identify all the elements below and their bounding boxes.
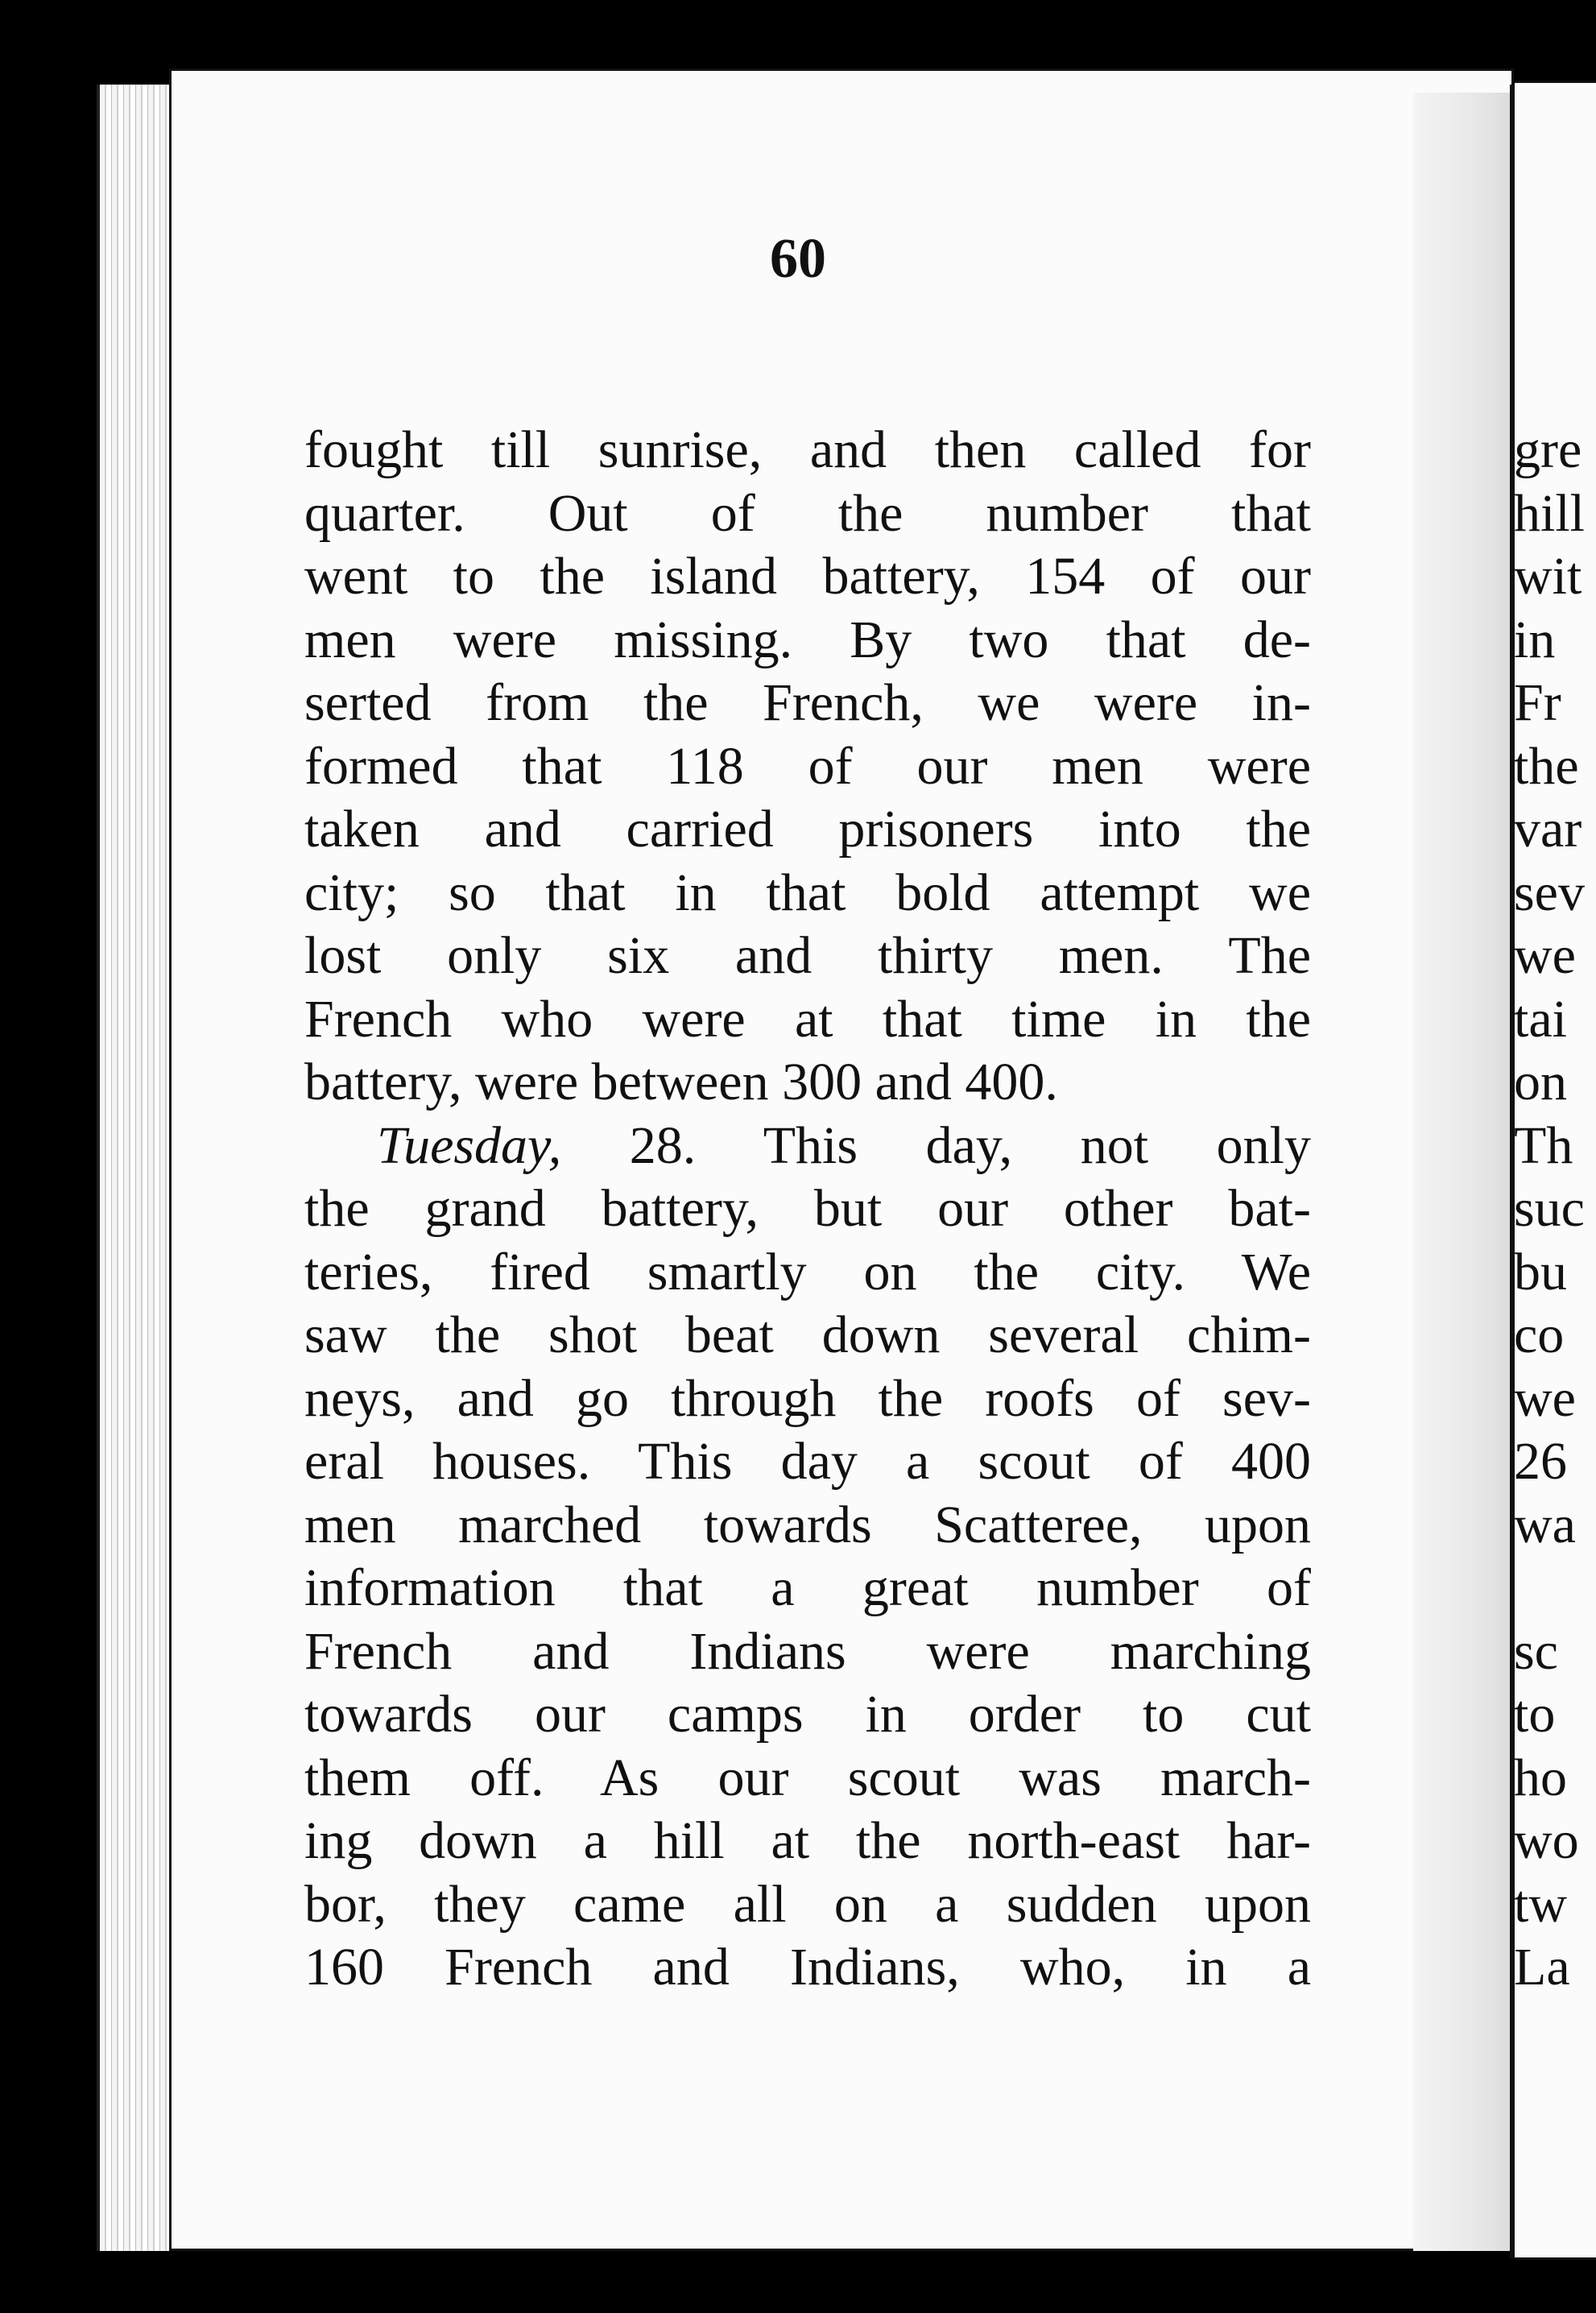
page-number: 60 <box>770 228 826 290</box>
page-text <box>304 419 1311 2000</box>
text-line: formed that 118 of our men were <box>304 736 1311 796</box>
facing-fragment: Th <box>1514 1115 1573 1175</box>
facing-fragment: La <box>1514 1938 1570 1996</box>
facing-fragment: tai <box>1514 989 1567 1049</box>
text-line: the grand battery, but our other bat- <box>304 1179 1311 1238</box>
facing-fragment: bu <box>1514 1242 1567 1301</box>
facing-fragment: in <box>1514 610 1556 669</box>
facing-fragment: var <box>1514 800 1582 859</box>
facing-fragment: suc <box>1514 1179 1585 1238</box>
facing-fragment: hill <box>1514 483 1586 543</box>
text-line: went to the island battery, 154 of our <box>304 547 1311 606</box>
facing-fragment: wit <box>1514 547 1582 606</box>
text-line: them off. As our scout was march- <box>304 1748 1311 1807</box>
text-line: lost only six and thirty men. The <box>304 926 1311 985</box>
facing-fragment: sev <box>1514 863 1585 922</box>
text-line: neys, and go through the roofs of sev- <box>304 1368 1311 1428</box>
facing-fragment: on <box>1514 1053 1567 1111</box>
text-line: information that a great number of <box>304 1558 1311 1617</box>
text-line: ing down a hill at the north-east har- <box>304 1811 1311 1870</box>
text-line: saw the shot beat down several chim- <box>304 1305 1311 1364</box>
facing-fragment: wo <box>1514 1811 1579 1870</box>
facing-fragment: we <box>1514 1368 1576 1428</box>
facing-fragment: we <box>1514 926 1576 985</box>
text-line: French who were at that time in the <box>304 989 1311 1049</box>
paragraph-start <box>304 1115 1311 1178</box>
facing-fragment: to <box>1514 1685 1556 1744</box>
facing-fragment: Fr <box>1514 673 1561 732</box>
facing-page-clip <box>1514 0 1596 2313</box>
gutter-shadow <box>1413 93 1518 2251</box>
facing-fragment: gre <box>1514 420 1582 479</box>
text-line: city; so that in that bold attempt we <box>304 863 1311 922</box>
facing-fragment <box>1514 1557 1596 1620</box>
facing-fragment: the <box>1514 736 1579 796</box>
facing-fragment: ho <box>1514 1748 1567 1807</box>
text-line: men marched towards Scatteree, upon <box>304 1495 1311 1554</box>
text-line: fought till sunrise, and then called for <box>304 420 1311 479</box>
facing-fragment: wa <box>1514 1495 1576 1554</box>
text-line: battery, were between 300 and 400. <box>304 1053 1058 1111</box>
text-line: towards our camps in order to cut <box>304 1685 1311 1744</box>
text-line: 160 French and Indians, who, in a <box>304 1938 1311 1996</box>
text-fragment: 28. This day, not only <box>561 1115 1311 1175</box>
text-line: serted from the French, we were in- <box>304 673 1311 732</box>
text-line: taken and carried prisoners into the <box>304 800 1311 859</box>
date-heading: Tuesday, <box>377 1115 562 1175</box>
text-line: eral houses. This day a scout of 400 <box>304 1432 1311 1491</box>
text-line: quarter. Out of the number that <box>304 483 1311 543</box>
facing-fragment: sc <box>1514 1621 1558 1681</box>
text-line: teries, fired smartly on the city. We <box>304 1242 1311 1301</box>
facing-fragment: co <box>1514 1305 1565 1364</box>
facing-page-text <box>1514 419 1596 2000</box>
facing-fragment: tw <box>1514 1874 1567 1934</box>
text-line: men were missing. By two that de- <box>304 610 1311 669</box>
text-line: bor, they came all on a sudden upon <box>304 1874 1311 1934</box>
facing-fragment: 26 <box>1514 1432 1567 1491</box>
text-line: French and Indians were marching <box>304 1621 1311 1681</box>
